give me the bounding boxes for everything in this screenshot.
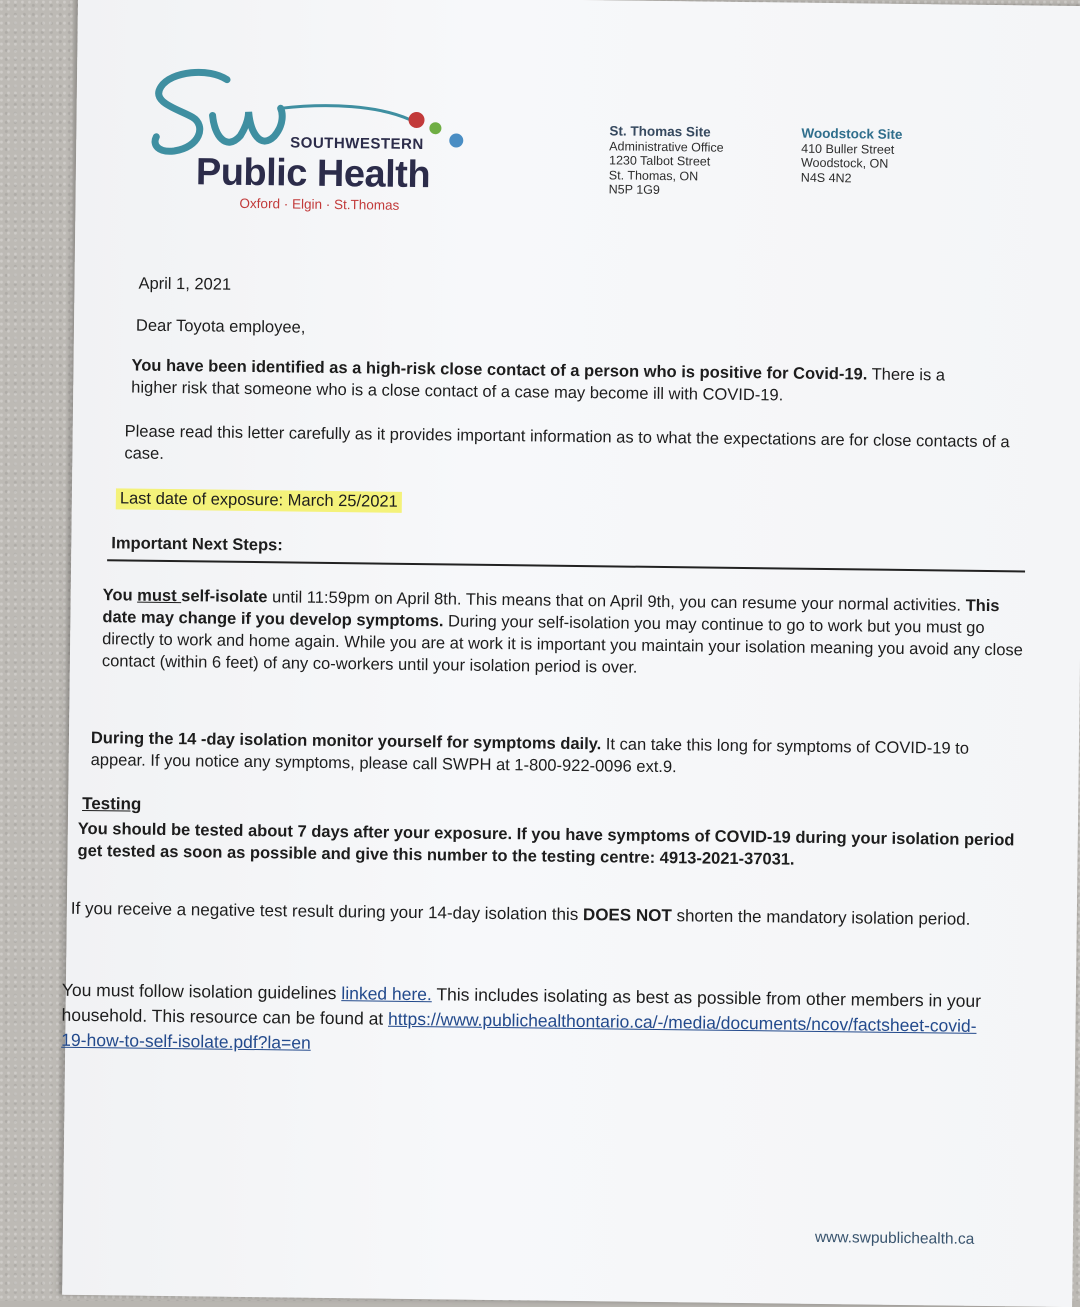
date-change-bold: This date may change if you develop symptoms. <box>102 596 1000 631</box>
monitor-paragraph <box>91 727 1001 782</box>
org-region: Oxford · Elgin · St.Thomas <box>239 195 400 213</box>
p7-text: You must follow isolation guidelines <box>61 979 342 1004</box>
website-footer: www.swpublichealth.ca <box>814 1228 975 1248</box>
swph-logo <box>147 65 479 219</box>
address-line: Administrative Office <box>609 138 724 155</box>
guidelines-paragraph <box>61 978 982 1064</box>
divider <box>107 559 1025 572</box>
monitor-text: It can take this long for symptoms of COVID-19 to appear. If you notice any symptoms, please call SWPH at 1-800-922-0096 ext.9. <box>90 735 970 777</box>
letter-date: April 1, 2021 <box>138 274 232 294</box>
contact-notice-bold: You have been identified as a high-risk close contact of a person who is positive for Covid-19. <box>131 356 868 384</box>
guidelines-url-link[interactable]: https://www.publichealthontario.ca/-/media/documents/ncov/factsheet-covid-19-how-to-self-isolate.pdf?la=en <box>61 1008 977 1053</box>
monitor-bold: During the 14 -day isolation monitor yourself for symptoms daily. <box>90 729 602 754</box>
p6-text: If you receive a negative test result during your 14-day isolation this <box>70 898 584 925</box>
address-line: 1230 Talbot Street <box>608 153 711 169</box>
testing-paragraph: You should be tested about 7 days after your exposure. If you have symptoms of COVID-19 during your isolation period get tested as soon as possible and give this number to the testing centre: 4913-2021-37031. <box>77 819 1015 869</box>
self-isolate-paragraph <box>102 584 1033 683</box>
blue-dot-icon <box>449 133 463 147</box>
site-title: Woodstock Site <box>801 125 903 142</box>
org-name-line2: Public Health <box>195 151 431 197</box>
next-steps-heading: Important Next Steps: <box>111 534 283 555</box>
letter-page <box>62 0 1080 1307</box>
site-title: St. Thomas Site <box>609 123 711 140</box>
address-line: 410 Buller Street <box>801 141 895 157</box>
address-line: N5P 1G9 <box>608 182 660 197</box>
address-line: St. Thomas, ON <box>608 167 699 183</box>
does-not-bold: DOES NOT <box>582 905 672 926</box>
p6-text-rest: shorten the mandatory isolation period. <box>671 906 971 929</box>
contact-notice-text: There is a higher risk that someone who is a close contact of a case may become ill with COVID-19. <box>131 365 946 405</box>
st-thomas-address <box>609 124 724 198</box>
woodstock-address <box>801 127 903 186</box>
testing-heading: Testing <box>82 793 142 814</box>
address-line: Woodstock, ON <box>800 155 889 171</box>
p3-text: until 11:59pm on April 8th. This means that on April 9th, you can resume your normal activities. <box>267 588 966 615</box>
linked-here-link[interactable]: linked here. <box>341 983 432 1005</box>
green-dot-icon <box>429 122 441 134</box>
read-carefully-paragraph: Please read this letter carefully as it provides important information as to what the expectations are for close contacts of a case. <box>124 422 1010 463</box>
p3-text-rest: During your self-isolation you may continue to go to work but you must go directly to work and home again. While you are at work it is important you maintain your isolation meaning you avoid any close contact (within 6 feet) of any co-workers until your isolation period is over. <box>101 612 1023 677</box>
contact-notice-paragraph <box>131 355 991 410</box>
salutation: Dear Toyota employee, <box>135 316 306 337</box>
org-name-line1: SOUTHWESTERN <box>290 134 424 154</box>
p3-you: You <box>102 586 138 605</box>
must-underlined: must <box>137 586 182 606</box>
address-line: N4S 4N2 <box>800 170 852 185</box>
exposure-date-highlight: Last date of exposure: March 25/2021 <box>116 488 402 512</box>
self-isolate-word: self-isolate <box>181 587 268 607</box>
red-dot-icon <box>408 112 424 128</box>
p7-text-rest: This includes isolating as best as possible from other members in your household. This resource can be found at <box>61 984 982 1029</box>
negative-test-paragraph <box>71 898 991 931</box>
